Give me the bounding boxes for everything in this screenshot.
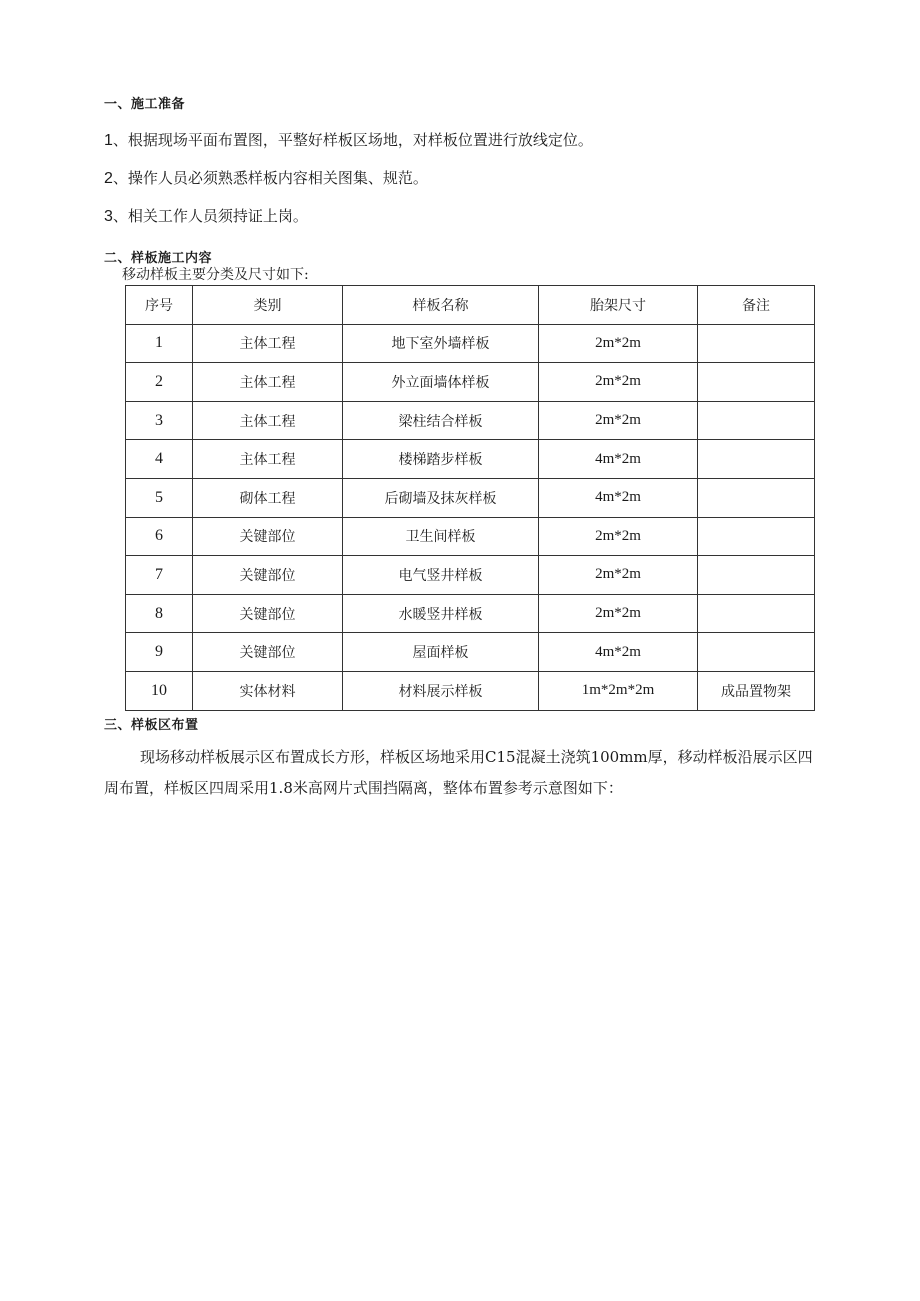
prep-item-3-number: 3 xyxy=(104,208,113,225)
cell-category: 关键部位 xyxy=(193,594,343,633)
table-row xyxy=(126,401,815,440)
prep-item-3 xyxy=(104,205,308,226)
cell-template-name: 外立面墙体样板 xyxy=(343,363,539,402)
cell-frame-size: 2m*2m xyxy=(539,556,698,595)
cell-category: 主体工程 xyxy=(193,440,343,479)
cell-index: 2 xyxy=(126,363,193,402)
cell-index: 4 xyxy=(126,440,193,479)
table-row xyxy=(126,556,815,595)
cell-remarks xyxy=(698,401,815,440)
header-category: 类别 xyxy=(193,286,343,325)
cell-remarks xyxy=(698,478,815,517)
prep-item-1-text: 、根据现场平面布置图，平整好样板区场地，对样板位置进行放线定位。 xyxy=(112,131,593,149)
cell-template-name: 地下室外墙样板 xyxy=(343,324,539,363)
table-row xyxy=(126,478,815,517)
cell-template-name: 卫生间样板 xyxy=(343,517,539,556)
cell-index: 3 xyxy=(126,401,193,440)
table-header-row xyxy=(126,286,815,325)
cell-remarks xyxy=(698,324,815,363)
cell-index: 9 xyxy=(126,633,193,672)
cell-index: 7 xyxy=(126,556,193,595)
cell-category: 关键部位 xyxy=(193,556,343,595)
table-row xyxy=(126,633,815,672)
cell-template-name: 电气竖井样板 xyxy=(343,556,539,595)
cell-remarks xyxy=(698,363,815,402)
header-index: 序号 xyxy=(126,286,193,325)
table-row xyxy=(126,363,815,402)
cell-frame-size: 2m*2m xyxy=(539,517,698,556)
prep-item-1-number: 1 xyxy=(104,132,113,149)
cell-template-name: 材料展示样板 xyxy=(343,671,539,710)
cell-category: 实体材料 xyxy=(193,671,343,710)
cell-remarks xyxy=(698,556,815,595)
cell-frame-size: 4m*2m xyxy=(539,440,698,479)
header-remarks: 备注 xyxy=(698,286,815,325)
cell-frame-size: 2m*2m xyxy=(539,363,698,402)
template-table xyxy=(125,285,815,711)
cell-category: 主体工程 xyxy=(193,401,343,440)
prep-item-3-text: 、相关工作人员须持证上岗。 xyxy=(112,207,308,225)
cell-remarks: 成品置物架 xyxy=(698,671,815,710)
cell-frame-size: 1m*2m*2m xyxy=(539,671,698,710)
section-3-heading: 三、样板区布置 xyxy=(104,718,199,733)
cell-template-name: 水暖竖井样板 xyxy=(343,594,539,633)
table-row xyxy=(126,594,815,633)
cell-remarks xyxy=(698,594,815,633)
header-template-name: 样板名称 xyxy=(343,286,539,325)
cell-category: 关键部位 xyxy=(193,633,343,672)
prep-item-2-text: 、操作人员必须熟悉样板内容相关图集、规范。 xyxy=(112,169,428,187)
cell-category: 主体工程 xyxy=(193,363,343,402)
cell-frame-size: 2m*2m xyxy=(539,594,698,633)
prep-item-2-number: 2 xyxy=(104,170,113,187)
cell-template-name: 后砌墙及抹灰样板 xyxy=(343,478,539,517)
table-row xyxy=(126,324,815,363)
table-row xyxy=(126,517,815,556)
cell-frame-size: 2m*2m xyxy=(539,401,698,440)
section-1-heading: 一、施工准备 xyxy=(104,97,186,112)
cell-frame-size: 2m*2m xyxy=(539,324,698,363)
cell-template-name: 梁柱结合样板 xyxy=(343,401,539,440)
layout-description: 现场移动样板展示区布置成长方形，样板区场地采用C15混凝土浇筑100mm厚，移动样板沿展示区四周布置，样板区四周采用1.8米高网片式围挡隔离，整体布置参考示意图如下： xyxy=(104,748,813,797)
cell-category: 主体工程 xyxy=(193,324,343,363)
table-row xyxy=(126,671,815,710)
cell-category: 关键部位 xyxy=(193,517,343,556)
cell-template-name: 楼梯踏步样板 xyxy=(343,440,539,479)
table-intro: 移动样板主要分类及尺寸如下: xyxy=(122,267,309,283)
cell-remarks xyxy=(698,633,815,672)
cell-frame-size: 4m*2m xyxy=(539,633,698,672)
cell-category: 砌体工程 xyxy=(193,478,343,517)
cell-remarks xyxy=(698,440,815,479)
cell-index: 6 xyxy=(126,517,193,556)
header-frame-size: 胎架尺寸 xyxy=(539,286,698,325)
cell-index: 10 xyxy=(126,671,193,710)
cell-template-name: 屋面样板 xyxy=(343,633,539,672)
table-row xyxy=(126,440,815,479)
cell-frame-size: 4m*2m xyxy=(539,478,698,517)
cell-index: 1 xyxy=(126,324,193,363)
cell-remarks xyxy=(698,517,815,556)
cell-index: 5 xyxy=(126,478,193,517)
prep-item-1 xyxy=(104,129,593,150)
section-2-heading: 二、样板施工内容 xyxy=(104,251,213,266)
cell-index: 8 xyxy=(126,594,193,633)
prep-item-2 xyxy=(104,167,428,188)
